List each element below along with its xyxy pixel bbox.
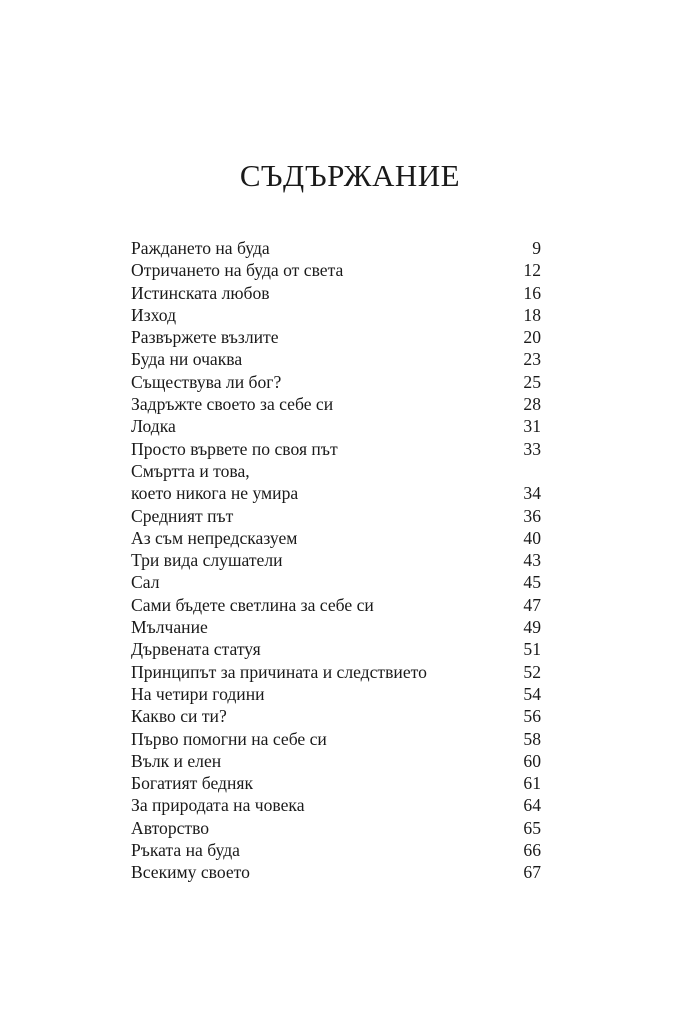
toc-entry-title: Съществува ли бог? xyxy=(131,371,282,392)
toc-entry xyxy=(131,549,541,571)
toc-entry-page: 51 xyxy=(523,639,541,660)
toc-entry-page: 54 xyxy=(523,683,541,704)
toc-entry-title: Развържете възлите xyxy=(131,327,279,348)
toc-entry-title: Вълк и елен xyxy=(131,750,222,771)
toc-entry xyxy=(131,371,541,393)
toc-entry-page: 16 xyxy=(523,282,541,303)
toc-entry-title: Буда ни очаква xyxy=(131,349,243,370)
toc-entry-title: Авторство xyxy=(131,817,210,838)
toc-entry-title: Какво си ти? xyxy=(131,706,227,727)
toc-entry xyxy=(131,571,541,593)
toc-entry xyxy=(131,348,541,370)
toc-entry-page: 28 xyxy=(523,394,541,415)
toc-entry xyxy=(131,772,541,794)
toc-entry xyxy=(131,839,541,861)
toc-entry xyxy=(131,460,541,505)
toc-entry xyxy=(131,282,541,304)
toc-entry-title: Всекиму своето xyxy=(131,862,250,883)
toc-entry-title: Мълчание xyxy=(131,617,208,638)
toc-entry-page: 36 xyxy=(523,505,541,526)
toc-entry-page: 31 xyxy=(523,416,541,437)
toc-entry-page: 45 xyxy=(523,572,541,593)
toc-entry xyxy=(131,683,541,705)
toc-entry-page: 23 xyxy=(523,349,541,370)
toc-entry-title: На четири години xyxy=(131,683,265,704)
toc-entry xyxy=(131,705,541,727)
toc-entry-title: Принципът за причината и следствието xyxy=(131,661,427,682)
table-of-contents xyxy=(131,237,541,884)
toc-entry-page: 60 xyxy=(523,750,541,771)
toc-entry xyxy=(131,393,541,415)
toc-entry xyxy=(131,304,541,326)
toc-entry-title: Раждането на буда xyxy=(131,238,270,258)
toc-entry-title: Сал xyxy=(131,572,160,593)
toc-entry xyxy=(131,505,541,527)
toc-entry xyxy=(131,817,541,839)
toc-entry-title: За природата на човека xyxy=(131,795,305,816)
toc-entry-title-line1: Смъртта и това, xyxy=(131,460,250,481)
toc-entry-title: Три вида слушатели xyxy=(131,550,283,571)
toc-entry xyxy=(131,438,541,460)
toc-entry xyxy=(131,415,541,437)
toc-entry xyxy=(131,750,541,772)
toc-entry-page: 34 xyxy=(523,483,541,504)
page-title: СЪДЪРЖАНИЕ xyxy=(239,158,461,193)
toc-entry xyxy=(131,794,541,816)
toc-entry-page: 47 xyxy=(523,594,541,615)
toc-entry-title: Истинската любов xyxy=(131,282,270,303)
toc-entry-page: 40 xyxy=(523,527,541,548)
toc-entry-page: 18 xyxy=(523,304,541,325)
toc-entry-page: 52 xyxy=(523,661,541,682)
toc-entry-title: Дървената статуя xyxy=(131,639,261,660)
toc-entry-title: Просто вървете по своя път xyxy=(131,438,338,459)
toc-entry xyxy=(131,661,541,683)
toc-entry-title: Сами бъдете светлина за себе си xyxy=(131,594,374,615)
toc-entry-page: 33 xyxy=(523,438,541,459)
toc-entry-title: Ръката на буда xyxy=(131,840,240,861)
toc-entry-title: Изход xyxy=(131,304,177,325)
toc-entry-title: Лодка xyxy=(131,416,176,437)
toc-entry-page: 20 xyxy=(523,327,541,348)
toc-entry xyxy=(131,594,541,616)
toc-entry-page: 9 xyxy=(532,238,541,258)
toc-entry-page: 65 xyxy=(523,817,541,838)
toc-entry-title: Аз съм непредсказуем xyxy=(131,527,298,548)
toc-entry-page: 49 xyxy=(523,617,541,638)
toc-entry xyxy=(131,527,541,549)
toc-entry xyxy=(131,326,541,348)
toc-entry-title-line2: което никога не умира xyxy=(131,483,299,504)
toc-entry xyxy=(131,638,541,660)
toc-entry-page: 58 xyxy=(523,728,541,749)
toc-entry-page: 12 xyxy=(523,260,541,281)
toc-entry-title: Средният път xyxy=(131,505,234,526)
toc-entry xyxy=(131,728,541,750)
toc-entry-page: 64 xyxy=(523,795,541,816)
toc-entry-line2 xyxy=(131,482,541,504)
toc-entry-page: 43 xyxy=(523,550,541,571)
toc-entry-page: 67 xyxy=(523,862,541,883)
toc-entry-title: Отричането на буда от света xyxy=(131,260,344,281)
toc-entry-title: Първо помогни на себе си xyxy=(131,728,327,749)
toc-entry-page: 61 xyxy=(523,773,541,794)
toc-entry xyxy=(131,259,541,281)
toc-entry-page: 56 xyxy=(523,706,541,727)
toc-entry xyxy=(131,616,541,638)
toc-entry-page: 25 xyxy=(523,371,541,392)
toc-entry xyxy=(131,861,541,883)
toc-entry-title: Задръжте своето за себе си xyxy=(131,394,334,415)
toc-entry-title: Богатият бедняк xyxy=(131,773,254,794)
toc-entry-page: 66 xyxy=(523,840,541,861)
toc-entry xyxy=(131,237,541,259)
